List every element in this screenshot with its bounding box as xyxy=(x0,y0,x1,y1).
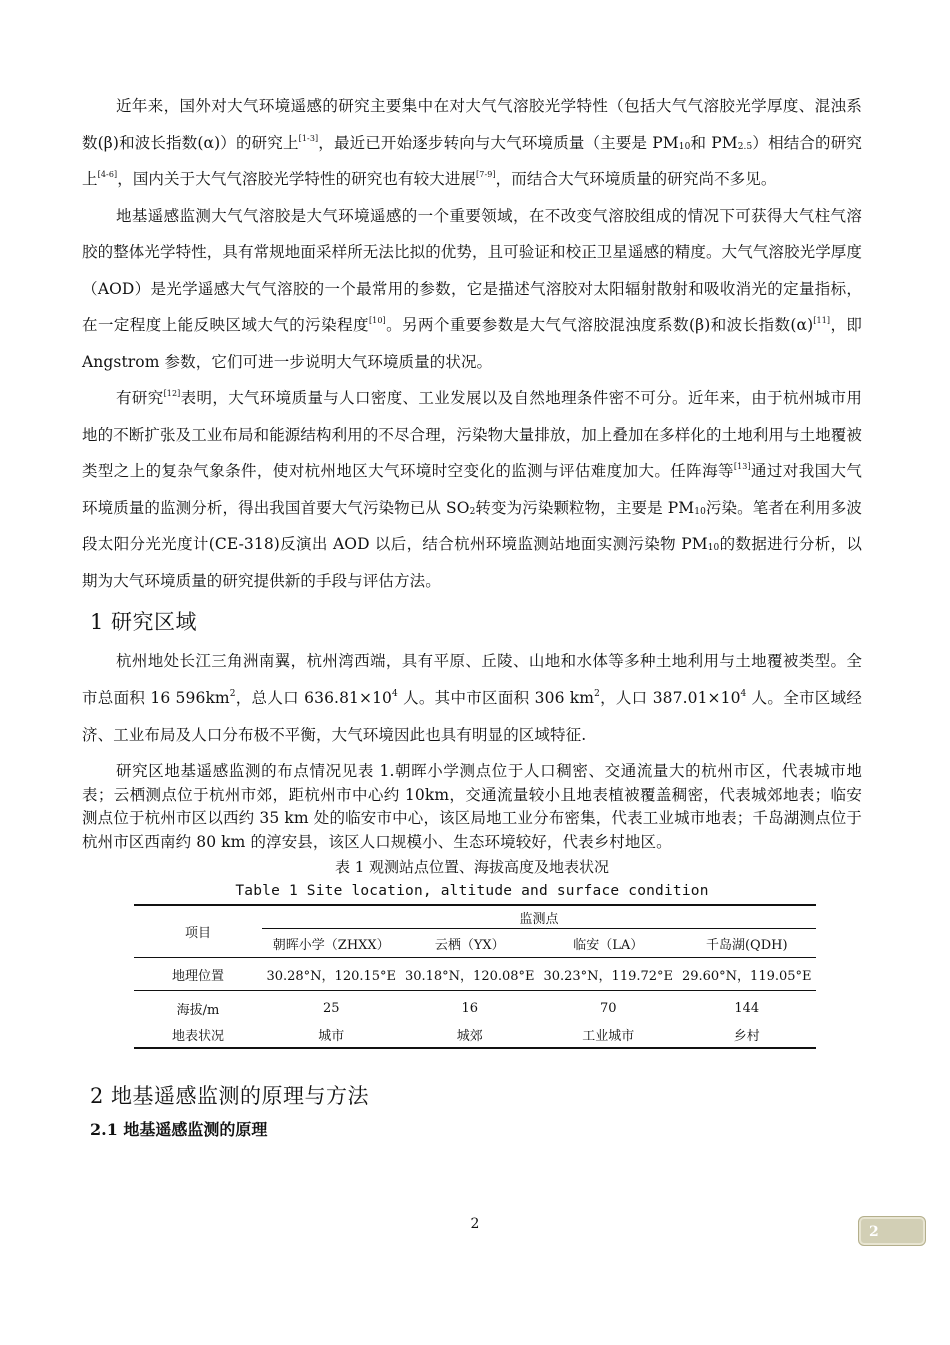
citation[interactable]: [1-3] xyxy=(298,133,319,143)
table-row-label: 海拔/m xyxy=(134,991,262,1022)
table-cell: 144 xyxy=(678,991,817,1022)
citation[interactable]: [4-6] xyxy=(97,170,118,179)
section-heading: 1 研究区域 xyxy=(90,610,198,634)
table-header-item: 项目 xyxy=(134,905,262,958)
citation[interactable]: [7-9] xyxy=(476,170,496,179)
document-page xyxy=(82,88,862,1143)
citation[interactable]: [12] xyxy=(163,389,181,398)
table-row xyxy=(134,958,816,991)
subsection-heading: 2.1 地基遥感监测的原理 xyxy=(90,1120,268,1139)
table-cell: 16 xyxy=(401,991,540,1022)
table-header-site: 临安（LA） xyxy=(539,929,678,958)
table-cell: 工业城市 xyxy=(539,1021,678,1048)
table-cell: 30.28°N，120.15°E xyxy=(262,958,401,991)
paragraph-hangzhou: 有研究[12]表明，大气环境质量与人口密度、工业发展以及自然地理条件密不可分。近年来，由于杭州城市用地的不断扩张及工业布局和能源结构利用的不尽合理，污染物大量排放，加上叠加在多样化的土地利用与土地覆被类型之上的复杂气象条件，使对杭州地区大气环境时空变化的监测与评估难度加大。任阵海等[13]通过对我国大气环境质量的监测分析，得出我国首要大气污染物已从 $SO_2$转变为污染颗粒物，主要是 $PM_{10}$污染。笔者在利用多波段太阳分光光度计(CE-318)反演出 AOD 以后，结合杭州环境监测站地面实测污染物 $PM_{10}$的数据进行分析，以期为大气环境质量的研究提供新的手段与评估方法。 xyxy=(82,389,863,590)
table-row-label: 地表状况 xyxy=(134,1021,262,1048)
table-cell: 城市 xyxy=(262,1021,401,1048)
citation[interactable]: [13] xyxy=(733,462,751,471)
table-header-site: 朝晖小学（ZHXX） xyxy=(262,929,401,958)
table-caption-en: Table 1 Site location, altitude and surface condition xyxy=(235,883,709,899)
paragraph-aerosol: 地基遥感监测大气气溶胶是大气环境遥感的一个重要领域，在不改变气溶胶组成的情况下可获得大气柱气溶胶的整体光学特性，具有常规地面采样所无法比拟的优势，且可验证和校正卫星遥感的精度。大气气溶胶光学厚度（AOD）是光学遥感大气气溶胶的一个最常用的参数，它是描述气溶胶对太阳辐射散射和吸收消光的定量指标，在一定程度上能反映区域大气的污染程度[10]。另两个重要参数是大气气溶胶混浊度系数(β)和波长指数(α)[11]，即 Angstrom 参数，它们可进一步说明大气环境质量的状况。 xyxy=(82,206,863,371)
paragraph-intro: 近年来，国外对大气环境遥感的研究主要集中在对大气气溶胶光学特性（包括大气气溶胶光学厚度、混浊系数(β)和波长指数(α)）的研究上[1-3]，最近已开始逐步转向与大气环境质量（主要是 $PM_{10}$和 $PM_{2.5}$）相结合的研究上[4-6]，国内关于大气气溶胶光学特性的研究也有较大进展[7-9]，而结合大气环境质量的研究尚不多见。 xyxy=(82,97,862,188)
table-row-label: 地理位置 xyxy=(134,958,262,991)
table-header-site: 云栖（YX） xyxy=(401,929,540,958)
table-row xyxy=(134,991,816,1022)
table-cell: 乡村 xyxy=(678,1021,817,1048)
page-number-badge[interactable]: 2 xyxy=(858,1216,926,1246)
paragraph-sites: 研究区地基遥感监测的布点情况见表 1.朝晖小学测点位于人口稠密、交通流量大的杭州市区，代表城市地表；云栖测点位于杭州市郊，距杭州市中心约 10km，交通流量较小且地表植被覆盖稠密，代表城郊地表；临安测点位于杭州市区以西约 35 km 处的临安市中心，该区局地工业分布密集，代表工业城市地表；千岛湖测点位于杭州市区西南约 80 km 的淳安县，该区人口规模小、生态环境较好，代表乡村地区。 xyxy=(82,762,862,851)
table-cell: 城郊 xyxy=(401,1021,540,1048)
citation[interactable]: [11] xyxy=(813,316,831,325)
table-cell: 70 xyxy=(539,991,678,1022)
page-number: 2 xyxy=(470,1216,480,1232)
citation[interactable]: [10] xyxy=(368,316,386,325)
section-heading: 2 地基遥感监测的原理与方法 xyxy=(90,1084,370,1108)
paragraph-study-area: 杭州地处长江三角洲南翼，杭州湾西端，具有平原、丘陵、山地和水体等多种土地利用与土地覆被类型。全市总面积 16 $596km^2$，总人口 $636.81\times 10^4$ 人。其中市区面积 306 $km^2$，人口 $387.01\times 10^4$ 人。全市区域经济、工业布局及人口分布极不平衡，大气环境因此也具有明显的区域特征. xyxy=(82,652,862,744)
table-cell: 29.60°N，119.05°E xyxy=(678,958,817,991)
table-caption-zh: 表 1 观测站点位置、海拔高度及地表状况 xyxy=(334,858,610,876)
table-header-group: 监测点 xyxy=(262,905,816,929)
table-cell: 30.18°N，120.08°E xyxy=(401,958,540,991)
table-header-site: 千岛湖(QDH) xyxy=(678,929,817,958)
site-table xyxy=(134,904,816,1049)
table-row xyxy=(134,1021,816,1048)
table-cell: 30.23°N，119.72°E xyxy=(539,958,678,991)
table-cell: 25 xyxy=(262,991,401,1022)
